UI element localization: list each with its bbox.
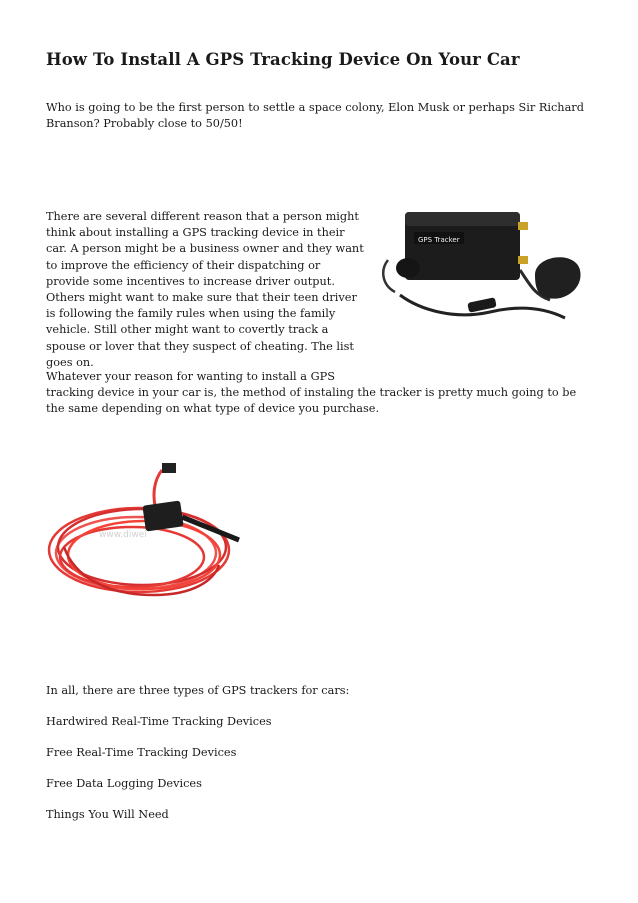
type-item-data-logging: Free Data Logging Devices <box>46 777 202 790</box>
gps-tracker-image <box>360 200 595 335</box>
gps-tracker-label: GPS Tracker <box>418 236 460 244</box>
types-intro: In all, there are three types of GPS trackers for cars: <box>46 684 350 697</box>
reasons-paragraph: There are several different reason that a person might think about installing a GPS tracking device in their car. A person might be a business owner and they want to improve the efficiency of their dispatching or provide some incentives to increase driver output. Others might want to make sure that their teen driver is following the family rules when using the family vehicle. Still other might want to covertly track a spouse or lover that they suspect of cheating. The list goes on. <box>46 210 364 369</box>
method-paragraph-line-1: Whatever your reason for wanting to install a GPS <box>46 370 335 383</box>
type-item-free-realtime: Free Real-Time Tracking Devices <box>46 746 237 759</box>
method-paragraph <box>46 369 596 418</box>
intro-paragraph: Who is going to be the first person to settle a space colony, Elon Musk or perhaps Sir Richard Branson? Probably close to 50/50! <box>46 101 584 131</box>
page-title: How To Install A GPS Tracking Device On Your Car <box>46 50 520 69</box>
things-heading: Things You Will Need <box>46 808 169 821</box>
type-item-hardwired: Hardwired Real-Time Tracking Devices <box>46 715 272 728</box>
method-paragraph-line-2: tracking device in your car is, the method of instaling the tracker is pretty much going to be the same depending on what type of device you purchase. <box>46 386 577 416</box>
watermark-text: www.diwei <box>99 530 147 540</box>
gps-cable-device-image <box>44 455 254 610</box>
